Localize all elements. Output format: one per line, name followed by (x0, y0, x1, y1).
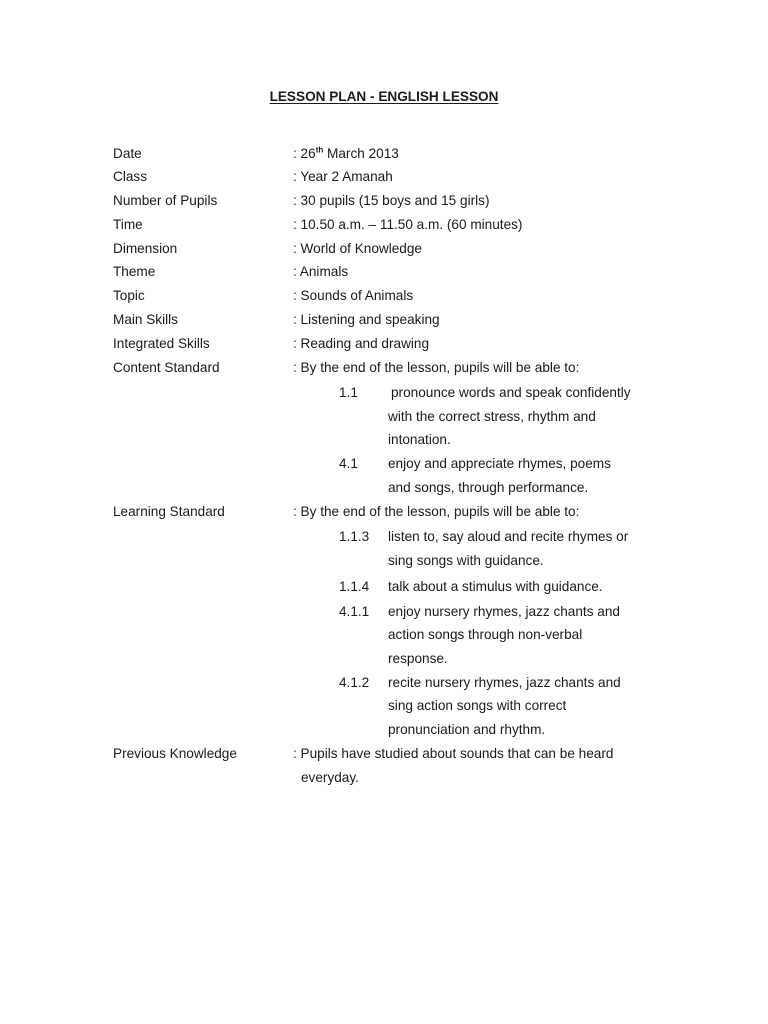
standard-text: with the correct stress, rhythm and (388, 409, 596, 424)
standard-text: talk about a stimulus with guidance. (388, 579, 603, 594)
field-label: Topic (113, 288, 145, 303)
field-label: Class (113, 169, 147, 184)
section-intro: : By the end of the lesson, pupils will be able to: (293, 504, 580, 519)
standard-text: pronounce words and speak confidently (391, 385, 631, 400)
section-text-continued: everyday. (301, 770, 359, 785)
standard-text: pronunciation and rhythm. (388, 722, 546, 737)
standard-number: 4.1 (339, 456, 358, 471)
standard-text: sing action songs with correct (388, 698, 567, 713)
field-main-skills (0, 312, 768, 332)
field-class (0, 169, 768, 189)
field-value: : 26th March 2013 (293, 145, 399, 161)
section-label: Learning Standard (113, 504, 225, 519)
field-theme (0, 264, 768, 284)
field-value: : Sounds of Animals (293, 288, 414, 303)
section-intro: : By the end of the lesson, pupils will be able to: (293, 360, 580, 375)
field-value: : Listening and speaking (293, 312, 440, 327)
standard-number: 4.1.1 (339, 604, 370, 619)
field-topic (0, 288, 768, 308)
field-label: Theme (113, 264, 156, 279)
field-label: Date (113, 146, 142, 161)
field-dimension (0, 241, 768, 261)
document-title: LESSON PLAN - ENGLISH LESSON (269, 89, 499, 104)
section-label: Previous Knowledge (113, 746, 237, 761)
field-value: : World of Knowledge (293, 241, 422, 256)
standard-text: action songs through non-verbal (388, 627, 583, 642)
field-number-of-pupils (0, 193, 768, 213)
standard-text: intonation. (388, 432, 451, 447)
field-label: Integrated Skills (113, 336, 210, 351)
field-value: : Year 2 Amanah (293, 169, 393, 184)
standard-text: enjoy and appreciate rhymes, poems (388, 456, 611, 471)
standard-number: 1.1.3 (339, 529, 370, 544)
standard-text: and songs, through performance. (388, 480, 589, 495)
field-label: Time (113, 217, 143, 232)
standard-number: 1.1 (339, 385, 358, 400)
standard-text: listen to, say aloud and recite rhymes or (388, 529, 629, 544)
field-value: : Reading and drawing (293, 336, 430, 351)
field-label: Dimension (113, 241, 178, 256)
field-value: : 10.50 a.m. – 11.50 a.m. (60 minutes) (293, 217, 523, 232)
standard-number: 1.1.4 (339, 579, 370, 594)
standard-text: recite nursery rhymes, jazz chants and (388, 675, 621, 690)
field-label: Main Skills (113, 312, 178, 327)
field-value: : 30 pupils (15 boys and 15 girls) (293, 193, 490, 208)
standard-number: 4.1.2 (339, 675, 370, 690)
field-label: Number of Pupils (113, 193, 218, 208)
field-date (0, 146, 768, 166)
field-integrated-skills (0, 336, 768, 356)
standard-text: enjoy nursery rhymes, jazz chants and (388, 604, 620, 619)
section-text: : Pupils have studied about sounds that can be heard (293, 746, 614, 761)
section-label: Content Standard (113, 360, 220, 375)
field-value: : Animals (293, 264, 349, 279)
standard-text: sing songs with guidance. (388, 553, 544, 568)
standard-text: response. (388, 651, 448, 666)
field-time (0, 217, 768, 237)
